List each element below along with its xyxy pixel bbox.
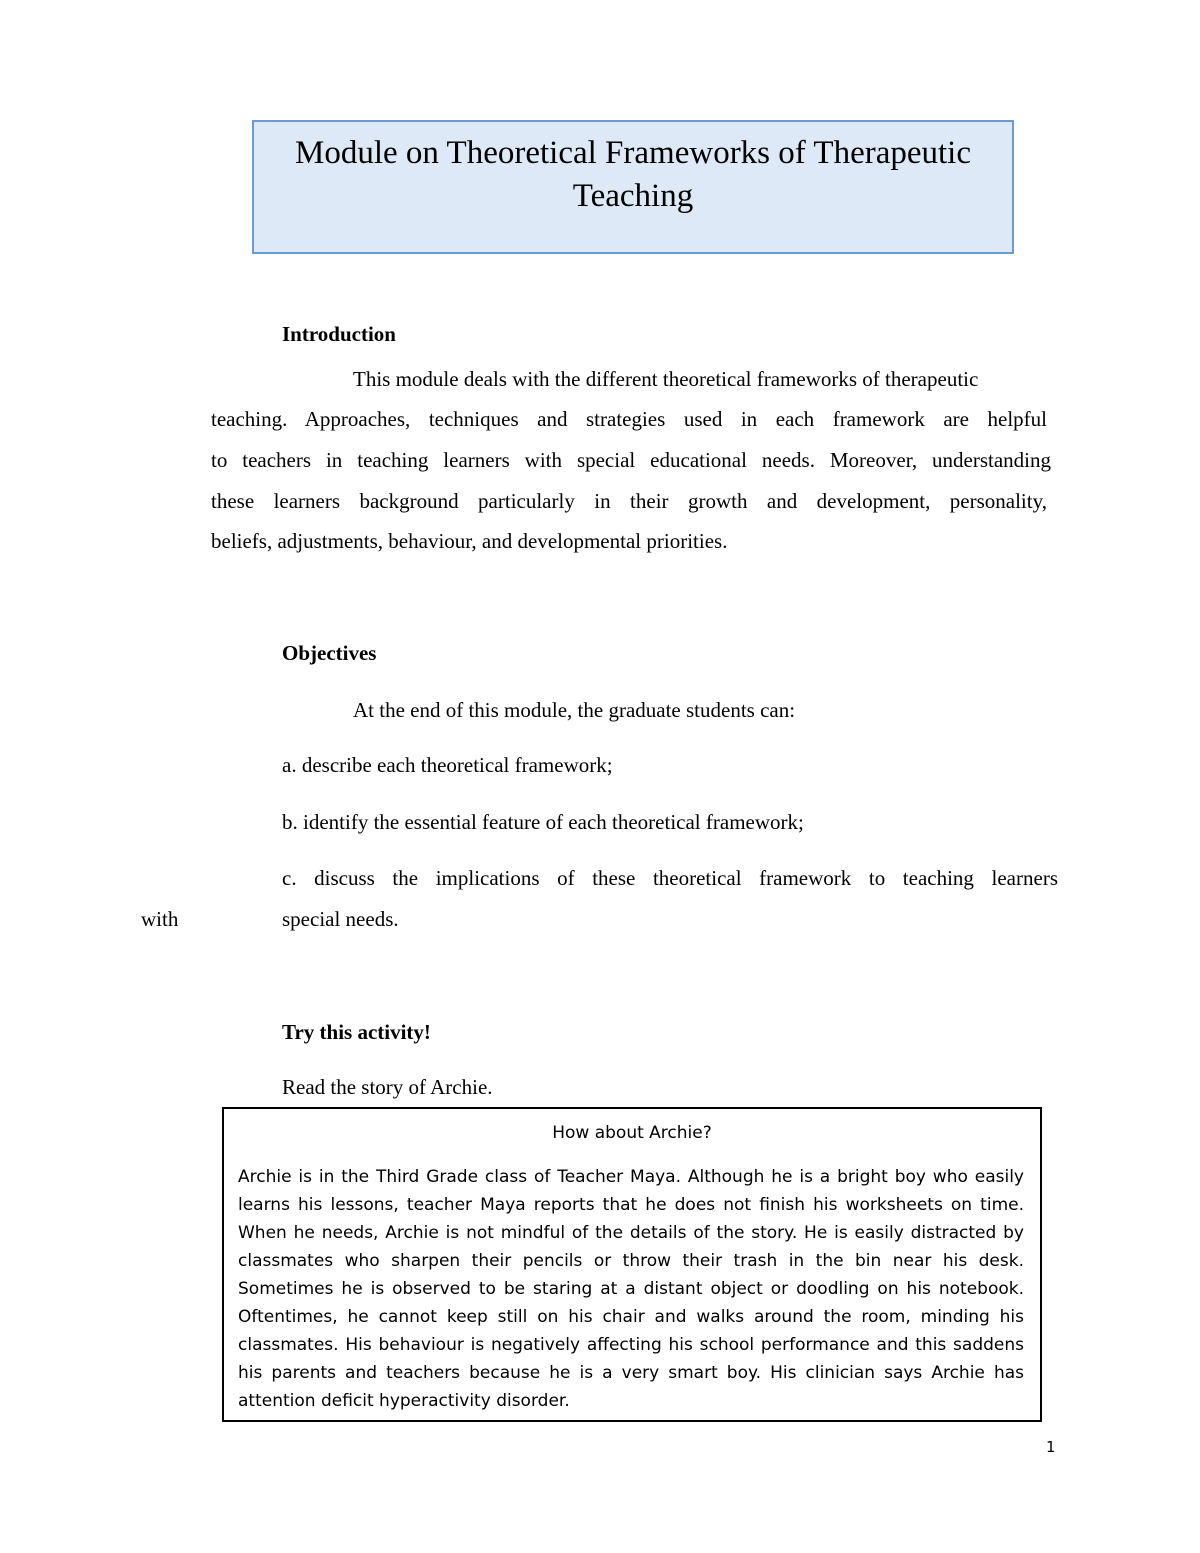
document-title-line-2: Teaching	[572, 178, 694, 214]
story-line-8: his parents and teachers because he is a very smart boy. His clinician says Archie has	[238, 1363, 1024, 1383]
introduction-line-1: This module deals with the different theoretical frameworks of therapeutic	[353, 367, 979, 391]
objective-item-a: a. describe each theoretical framework;	[282, 753, 613, 777]
story-line-7: classmates. His behaviour is negatively affecting his school performance and this saddens	[238, 1335, 1024, 1355]
document-title-line-1: Module on Theoretical Frameworks of Therapeutic	[295, 135, 971, 171]
objectives-heading: Objectives	[282, 641, 377, 665]
objective-item-c-wrap-right: special needs.	[282, 907, 399, 931]
objective-item-c-wrap-left: with	[141, 907, 179, 931]
objective-item-c: c. discuss the implications of these theoretical framework to teaching learners	[282, 866, 1058, 890]
activity-instruction: Read the story of Archie.	[282, 1075, 493, 1099]
story-box	[222, 1107, 1042, 1422]
story-line-1: Archie is in the Third Grade class of Teacher Maya. Although he is a bright boy who easily	[238, 1167, 1024, 1187]
introduction-heading: Introduction	[282, 322, 396, 346]
activity-heading: Try this activity!	[282, 1020, 431, 1044]
introduction-line-5: beliefs, adjustments, behaviour, and developmental priorities.	[211, 529, 728, 553]
introduction-line-2: teaching. Approaches, techniques and strategies used in each framework are helpful	[211, 407, 1047, 431]
document-title-box	[252, 120, 1014, 254]
story-line-9: attention deficit hyperactivity disorder.	[238, 1391, 570, 1411]
objective-item-b: b. identify the essential feature of each theoretical framework;	[282, 810, 804, 834]
story-box-title: How about Archie?	[552, 1123, 712, 1143]
introduction-line-4: these learners background particularly in their growth and development, personality,	[211, 489, 1047, 513]
story-line-4: classmates who sharpen their pencils or throw their trash in the bin near his desk.	[238, 1251, 1024, 1271]
story-line-3: When he needs, Archie is not mindful of the details of the story. He is easily distracted by	[238, 1223, 1024, 1243]
story-line-6: Oftentimes, he cannot keep still on his chair and walks around the room, minding his	[238, 1307, 1024, 1327]
objectives-lead: At the end of this module, the graduate students can:	[353, 698, 796, 722]
story-line-5: Sometimes he is observed to be staring at a distant object or doodling on his notebook.	[238, 1279, 1024, 1299]
story-line-2: learns his lessons, teacher Maya reports that he does not finish his worksheets on time.	[238, 1195, 1024, 1215]
introduction-line-3: to teachers in teaching learners with special educational needs. Moreover, understanding	[211, 448, 1051, 472]
page-number: 1	[1046, 1438, 1056, 1456]
